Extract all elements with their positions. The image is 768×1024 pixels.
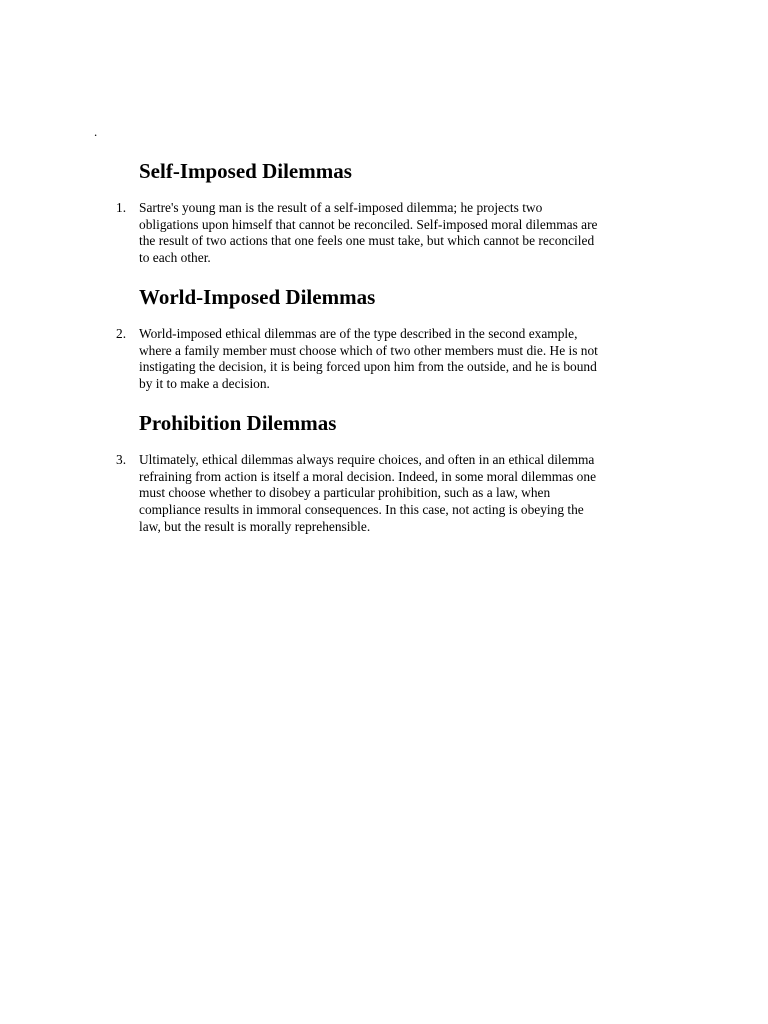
paragraph-line: to each other.	[139, 250, 211, 266]
paragraph-line: law, but the result is morally reprehensible.	[139, 518, 371, 534]
paragraph-line: where a family member must choose which of two other members must die. He is not	[139, 342, 598, 358]
paragraph-line: instigating the decision, it is being forced upon him from the outside, and he is bound	[139, 359, 597, 375]
list-item-number: 1.	[116, 200, 127, 215]
list-item-number: 3.	[116, 452, 127, 467]
paragraph-line: Ultimately, ethical dilemmas always require choices, and often in an ethical dilemma	[139, 452, 595, 467]
section-heading-prohibition: Prohibition Dilemmas	[139, 411, 337, 435]
list-item-paragraph	[139, 200, 679, 267]
paragraph-line: compliance results in immoral consequences. In this case, not acting is obeying the	[139, 502, 584, 518]
paragraph-line: the result of two actions that one feels one must take, but which cannot be reconciled	[139, 233, 595, 249]
paragraph-line: obligations upon himself that cannot be reconciled. Self-imposed moral dilemmas are	[139, 216, 598, 232]
list-item-number: 2.	[116, 326, 127, 341]
paragraph-line: by it to make a decision.	[139, 376, 270, 392]
paragraph-line: must choose whether to disobey a particular prohibition, such as a law, when	[139, 485, 551, 501]
paragraph-line: refraining from action is itself a moral decision. Indeed, in some moral dilemmas one	[139, 468, 597, 484]
paragraph-line: Sartre's young man is the result of a self-imposed dilemma; he projects two	[139, 200, 543, 215]
section-heading-self-imposed: Self-Imposed Dilemmas	[139, 159, 352, 183]
list-item-paragraph	[139, 326, 679, 393]
paragraph-line: World-imposed ethical dilemmas are of the type described in the second example,	[139, 326, 578, 341]
list-item-paragraph	[139, 452, 679, 536]
stray-dot-mark: .	[94, 124, 98, 139]
section-heading-world-imposed: World-Imposed Dilemmas	[139, 285, 376, 309]
